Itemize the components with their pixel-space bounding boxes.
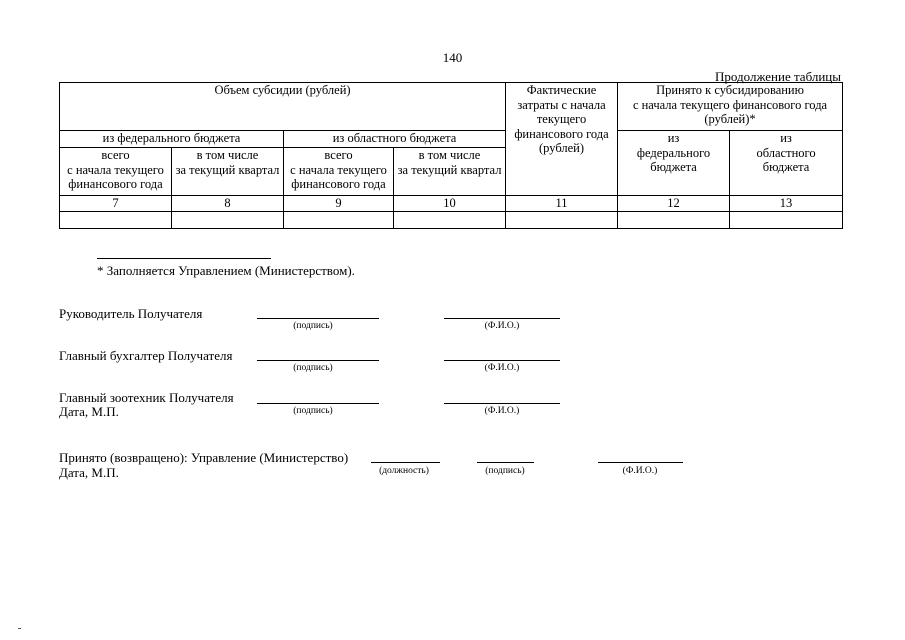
header-federal-total: всего с начала текущего финансового года: [60, 148, 172, 196]
date-stamp-label: Дата, М.П.: [59, 404, 119, 419]
accountant-fio-line: [444, 360, 560, 361]
header-accepted-regional: из областного бюджета: [730, 131, 843, 196]
accountant-signature-line: [257, 360, 379, 361]
zootechnician-fio-line: [444, 403, 560, 404]
continuation-label: Продолжение таблицы: [715, 69, 841, 84]
header-regional-quarter: в том числе за текущий квартал: [394, 148, 506, 196]
header-accepted-subsidy: Принято к субсидированию с начала текущего финансового года (рублей)*: [618, 83, 843, 131]
head-fio-line: [444, 318, 560, 319]
footnote-divider: [97, 258, 271, 259]
signature-caption: (подпись): [293, 321, 333, 331]
column-number: 13: [730, 196, 843, 212]
header-federal-quarter: в том числе за текущий квартал: [172, 148, 284, 196]
column-number: 8: [172, 196, 284, 212]
accepted-signature-line: [477, 462, 534, 463]
header-regional-budget: из областного бюджета: [284, 131, 506, 148]
chief-accountant-label: Главный бухгалтер Получателя: [59, 348, 233, 363]
date-stamp-label: Дата, М.П.: [59, 465, 119, 480]
position-caption: (должность): [379, 466, 429, 476]
head-of-recipient-label: Руководитель Получателя: [59, 306, 203, 321]
fio-caption: (Ф.И.О.): [484, 406, 520, 416]
column-numbers-row: [60, 196, 843, 212]
signature-caption: (подпись): [293, 406, 333, 416]
table-cell: [730, 212, 843, 229]
header-regional-total: всего с начала текущего финансового года: [284, 148, 394, 196]
header-federal-budget: из федерального бюджета: [60, 131, 284, 148]
head-signature-line: [257, 318, 379, 319]
header-accepted-federal: из федерального бюджета: [618, 131, 730, 196]
page-number: 140: [442, 50, 463, 65]
fio-caption: (Ф.И.О.): [484, 363, 520, 373]
column-number: 11: [506, 196, 618, 212]
table-cell: [394, 212, 506, 229]
column-number: 7: [60, 196, 172, 212]
scan-mark: [18, 628, 21, 629]
accepted-fio-line: [598, 462, 683, 463]
chief-zootechnician-label: Главный зоотехник Получателя: [59, 390, 234, 405]
signature-caption: (подпись): [293, 363, 333, 373]
column-number: 10: [394, 196, 506, 212]
table-row: [60, 212, 843, 229]
table-cell: [506, 212, 618, 229]
accepted-returned-label: Принято (возвращено): Управление (Министерство): [59, 450, 349, 465]
footnote: * Заполняется Управлением (Министерством).: [97, 263, 355, 278]
header-actual-costs: Фактические затраты с начала текущего финансового года (рублей): [506, 83, 618, 196]
column-number: 9: [284, 196, 394, 212]
fio-caption: (Ф.И.О.): [622, 466, 658, 476]
fio-caption: (Ф.И.О.): [484, 321, 520, 331]
table-cell: [172, 212, 284, 229]
table-cell: [284, 212, 394, 229]
position-line: [371, 462, 440, 463]
table-cell: [60, 212, 172, 229]
header-subsidy-volume: Объем субсидии (рублей): [60, 83, 506, 131]
table-cell: [618, 212, 730, 229]
signature-caption: (подпись): [485, 466, 525, 476]
column-number: 12: [618, 196, 730, 212]
zootechnician-signature-line: [257, 403, 379, 404]
subsidy-table: [59, 82, 843, 229]
